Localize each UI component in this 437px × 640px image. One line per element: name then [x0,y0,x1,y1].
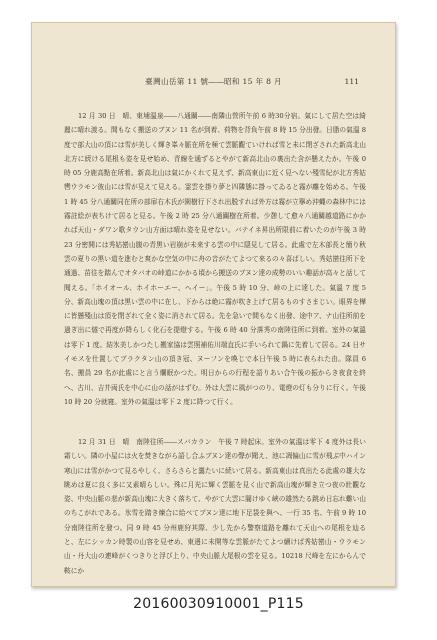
entry-text: 12 月 30 日 晴、東埔溫泉――八通關――南隣山營所午前 6 時30分宿。氣にして居た空は綺麗に晴れ渡る。間もなく搬送のブヌン 11 名が到着、荷物を背負午前 8 時 15 分出發。日脂の氣溫 8 度で部大山の頂には雪が美しく輝き峯々脈在所を極て雲脈觀ていければ雪と未に閉ざされた新高北山北方に続ける尾根も姿を見せ始め、青線を通ずるとやがて新高北山の裏出た含が懸えたか。午後 0 時 05 分鹿高點在所着。新高北山は氣にかくれて見えず、新高東山に近く見へない殘雪紀が北方秀姑轡ウラモン彼山には雪が見えて見える。霊雲を掛り夢と四隣態に掛ってゐると霧が離を始める。午後 1 時 45 分八通關同在所の部扉右木氏が園樹行下され出脱すれば外方は霧が立擧め沖蝿の森林中には霧註絵が表ちけて居ると見る。午後 2 時 25 分八通關樹在所着。少憩して愈々八通關越道路にかかれば天山・ダワン歌タウン山方面は晴れ姿を見せない。バテイネ昇出所限前に着いたのが午後 3 時 23 分密開には秀姑巒山腹の青黒い岩崩が未来する雲の中に隠見して居る。此處で左木部長と簡り秋雲の夏りの黒い道を進むと爽かな空気の中に舟の音がたてよつて来るの々喜ばしい。秀姑巒往所下を通過、苗往を踏んでオタバオの峠道にかかる頃から搬送のブヌン達の成勢のいい趣話が高々と話して聞える。「ホイオール、ホイホーエー、ヘイー」。午後 5 時 10 分、峠の上に達した。氣溫 7 度 5 分、新高山塊の頂は黒い雲の中に在し、下からは絶に霧が吹き上げて居るものすさまじい。眼界を樺に皆懸殘山は頂を閉ざれて全く姿に消されて居る。先を急いで間もなく出發、途中ア、ナ山往所前を過ぎ出に燧で再度が降らしく化石を提燈する。午後 6 時 40 分落秀の南陸往所に到着。室外の氣溫は零下 1 度。結氷美しかつたし搬家協は雲照補佑川端直氏に手いられて鍋に先着して居る。24 日サイモスを仕置してブラクタン山の頂き冠、ヌーフンを喚じで本日午後 5 時に表られた由。隊員 6 名、搬員 29 名が此處にと言う爛眠かつた。明日からの行程を語りあい合午後の振からき夜食を終へ、古川、吉井両氏を中心に山の話がはずむ。外は大雲に風がつのり、電燈の灯も分りに行く。午後 10 時 20 分就寝。室外の氣溫は零下 2 度に降つて行く。 [64,112,367,406]
diary-entry-dec-30 [64,109,366,413]
image-id-caption: 20160030910001_P115 [133,596,304,612]
entry-text: 12 月 31 日 晴 南陸往所――スバカラン 午後 7 時起床。室外の氣溫は零下 4 度外は長い霜しい。隣の小屋には火を焚きながら語し合ふブヌン達の聲が聞え、池に凋偏山に雪が飛ぶ中ハイン寒山には雪がかつて見るやしく、さらさらと靄たいに続いて居る。新高東山は真出たる此處の雄大な眺めは夏に良く多に又素晴らしい。殊に月光に輝く雲脈を見く山で新高山塊が輝き立つ夜の壯觀な姿、中央山脈の悲が新高山塊に大きく落ちて、やがて大雲に闇けゆく峽の雄然たる跳め日忘れ難い山のちこがれである。氷雪を踏き煉合に給べてブヌン達に地下足袋を與へ、一行 35 名、午前 9 時 10 分南陸往所を發つ。同 9 時 45 分州鹿狩其際、少し先から警察道路を離れて天山への尾根を辿ると、左にシッカン時製の山容を見せめ、東邊に未開等な雲脈がたてよつ續けば秀姑巒山・ウラモン山・丹大山の連峰がくつきりと浮び上り、中央山脈大尾根の雲を見る。10218 尺峰を左にからんで鞍にか [64,438,366,575]
running-header: 臺灣山岳第 11 號――昭和 15 年 8 月 [145,77,282,86]
page-number: 111 [344,77,359,86]
diary-entry-dec-31 [64,435,366,575]
scanned-page [31,22,396,587]
page-header [32,75,395,89]
